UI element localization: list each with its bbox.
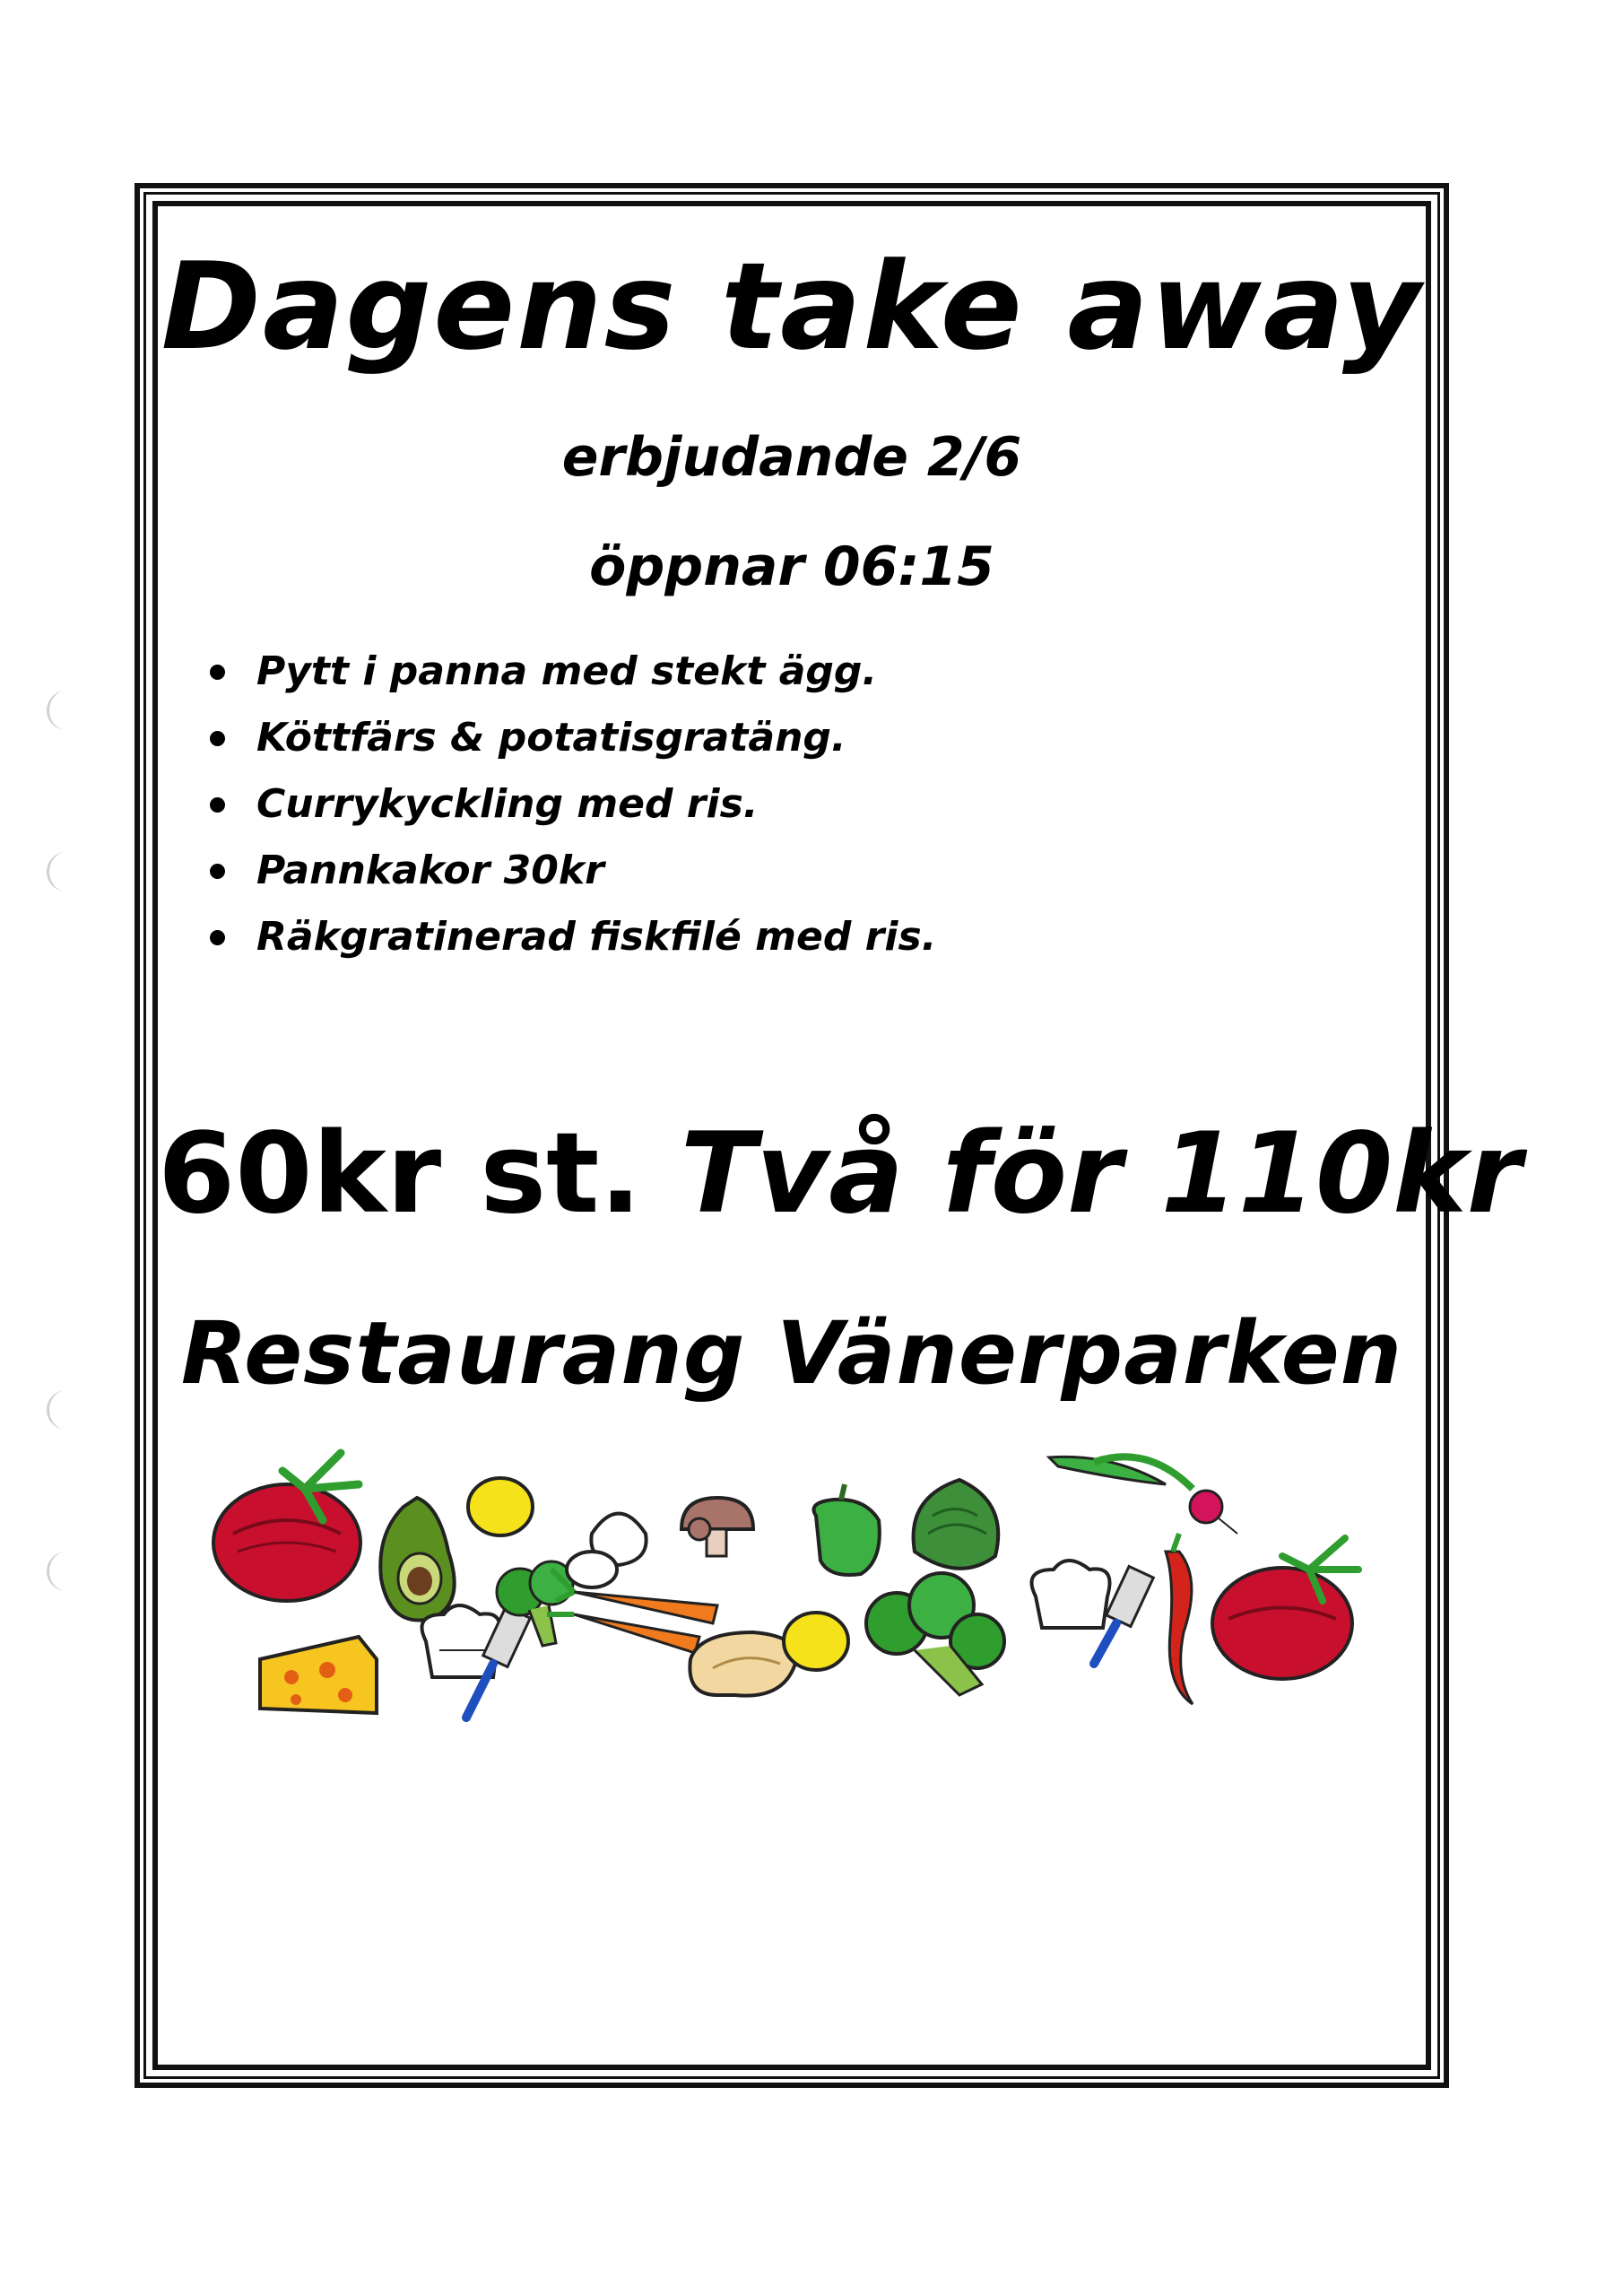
price-double: Två för 110kr — [680, 1109, 1522, 1239]
chili-pepper-icon — [1166, 1534, 1193, 1704]
menu-item-text: Pannkakor 30kr — [256, 848, 604, 893]
punch-hole — [47, 691, 80, 730]
bell-pepper-icon — [814, 1484, 880, 1575]
tomato-icon — [213, 1453, 360, 1601]
onion-icon — [690, 1632, 796, 1696]
mushroom-icon — [681, 1498, 753, 1556]
lemon-icon — [784, 1613, 848, 1670]
menu-item — [206, 639, 936, 705]
price-single: 60kr st. — [158, 1109, 642, 1239]
restaurant-name: Restaurang Vänerparken — [180, 1303, 1403, 1404]
punch-hole — [47, 852, 80, 891]
menu-item — [206, 771, 936, 838]
flyer-title: Dagens take away — [161, 237, 1423, 377]
radish-icon — [1049, 1457, 1237, 1534]
opening-time: öppnar 06:15 — [589, 535, 994, 598]
bullet-icon — [210, 665, 225, 680]
cheese-icon — [260, 1637, 377, 1713]
offer-date: erbjudande 2/6 — [561, 426, 1022, 489]
bullet-icon — [210, 797, 225, 813]
menu-item-text: Räkgratinerad fiskfilé med ris. — [256, 914, 937, 960]
menu-item — [206, 904, 936, 970]
avocado-icon — [380, 1498, 454, 1621]
menu-item-text: Pytt i panna med stekt ägg. — [256, 648, 878, 694]
vegetable-illustration — [197, 1435, 1417, 1740]
bullet-icon — [210, 930, 225, 945]
menu-item — [206, 705, 936, 771]
chef-hat-icon — [1032, 1561, 1110, 1628]
tomato-icon — [1212, 1538, 1358, 1679]
artichoke-icon — [914, 1480, 999, 1569]
bullet-icon — [210, 864, 225, 879]
menu-item-text: Köttfärs & potatisgratäng. — [256, 715, 846, 761]
bullet-icon — [210, 731, 225, 746]
lemon-icon — [468, 1478, 533, 1535]
punch-hole — [47, 1390, 80, 1430]
menu-item — [206, 838, 936, 904]
menu-item-text: Currykyckling med ris. — [256, 781, 759, 827]
price-line — [158, 1108, 1522, 1241]
broccoli-icon — [866, 1573, 1004, 1695]
garlic-icon — [567, 1514, 647, 1588]
menu-list — [206, 639, 936, 970]
punch-hole — [47, 1552, 80, 1591]
